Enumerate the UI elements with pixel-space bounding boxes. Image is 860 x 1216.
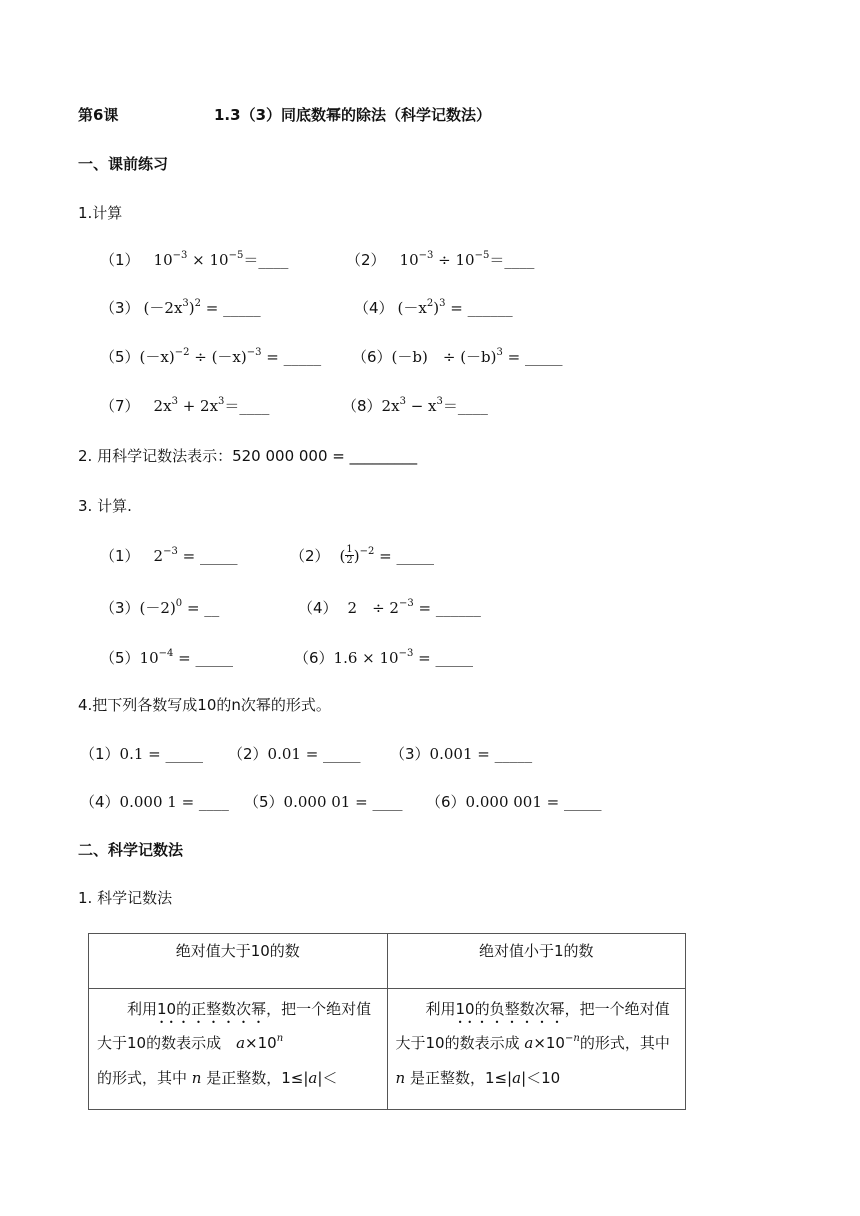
q3-item: $(5)10^{-4}$ = _____ bbox=[100, 648, 233, 667]
q3-item: $(3)(-2)^0$ = __ bbox=[100, 598, 220, 617]
q4-item: （5）0.000 01 = ____ bbox=[244, 793, 403, 811]
q4-item: （3）0.001 = _____ bbox=[390, 745, 533, 763]
section-heading-practice: 一、课前练习 bbox=[78, 155, 169, 173]
table-cell-large bbox=[89, 989, 388, 1110]
q1-item: $(5)(-x)^{-2} \div (-x)^{-3}$ = _____ bbox=[100, 347, 322, 366]
table-header-small: 绝对值小于1的数 bbox=[387, 934, 686, 989]
q3-item: （2） ( $\frac{1}{2}$ )$^{-2}$ = _____ bbox=[290, 543, 434, 566]
q1-item: （2） $10^{-3}$ ÷ $10^{-5}=\_\_\_\_$ bbox=[346, 250, 535, 269]
lesson-number: 第6课 bbox=[78, 106, 119, 124]
table-header-large: 绝对值大于10的数 bbox=[89, 934, 388, 989]
q1-item: （3） $(-2x^3)^2$ = _____ bbox=[100, 298, 261, 317]
q1-item: $(8)2x^3$ − $x^3=\_\_\_\_$ bbox=[342, 396, 488, 415]
q1-item: （7） $2x^3$ + $2x^3=\_\_\_\_$ bbox=[100, 396, 270, 415]
q4-item: （1）0.1 = _____ bbox=[80, 745, 204, 763]
table-cell-large-text: 利用10的正整数次幂，把一个绝对值大于10的数表示成 $a\times 10^n$ 的形式，其中 n 是正整数，1≤|a|＜ bbox=[97, 1000, 372, 1087]
question-3-label: 3. 计算. bbox=[78, 497, 132, 515]
subsection-title: 1. 科学记数法 bbox=[78, 889, 173, 907]
q3-item: （1） $2^{-3}$ = _____ bbox=[100, 546, 238, 565]
q1-item: （6）(－b) ÷ $(-b)^3$ = _____ bbox=[352, 347, 563, 366]
q1-item: （4） $(-x^2)^3$ = ______ bbox=[354, 298, 513, 317]
q4-item: （4）0.000 1 = ____ bbox=[80, 793, 229, 811]
table-cell-small-text: 利用10的负整数次幂，把一个绝对值大于10的数表示成 $a\times 10^{-n}$的形式，其中 n 是正整数，1≤|a|＜10 bbox=[395, 1000, 670, 1087]
section-heading-scientific-notation: 二、科学记数法 bbox=[78, 841, 184, 859]
q4-item: （2）0.01 = _____ bbox=[228, 745, 361, 763]
q4-item: （6）0.000 001 = _____ bbox=[426, 793, 602, 811]
question-4-label: 4.把下列各数写成10的n次幂的形式。 bbox=[78, 696, 331, 714]
question-1-label: 1.计算 bbox=[78, 204, 123, 222]
page-title: 1.3（3）同底数幂的除法（科学记数法） bbox=[214, 106, 492, 124]
q3-item: （4） 2 ÷ $2^{-3}$ = ______ bbox=[298, 598, 481, 617]
scientific-notation-table bbox=[88, 933, 686, 1110]
table-cell-small bbox=[387, 989, 686, 1110]
question-2: 2. 用科学记数法表示：520 000 000 = _________ bbox=[78, 447, 418, 465]
q3-item: $(6)1.6 \times 10^{-3}$ = _____ bbox=[294, 648, 473, 667]
q1-item: （1） $10^{-3}$ × $10^{-5}=\_\_\_\_$ bbox=[100, 250, 289, 269]
